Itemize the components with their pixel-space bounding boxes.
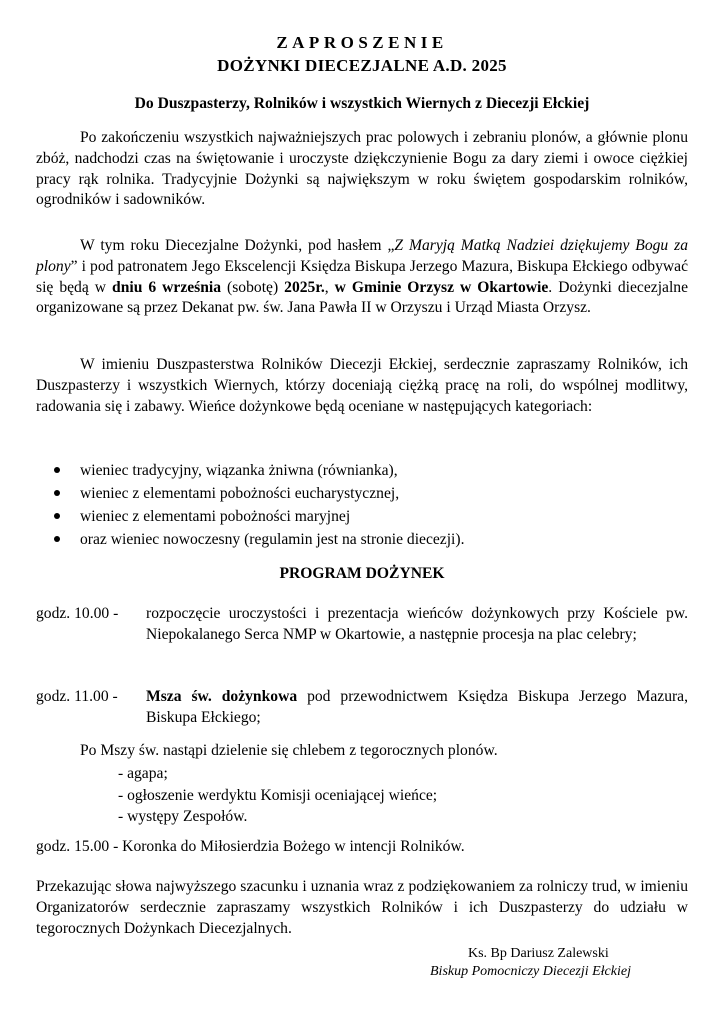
text-span: pod przewodnictwem Księdza Biskupa Jerzego Mazura, Biskupa Ełckiego;: [146, 688, 688, 726]
event-year: 2025r.: [284, 278, 325, 296]
text-span: ,: [324, 278, 335, 296]
list-item: [54, 528, 464, 551]
after-mass-list: [118, 763, 437, 828]
invitation-paragraph: W imieniu Duszpasterstwa Rolników Diecezji Ełckiej, serdecznie zapraszamy Rolników, ich Duszpasterzy i wszystkich Wiernych, którzy doceniają ciężką pracę na roli, do wspólnej modlitwy, radowania się i zabawy. Wieńce dożynkowe będą oceniane w następujących kategoriach:: [36, 356, 688, 415]
program-item-3: godz. 15.00 - Koronka do Miłosierdzia Bożego w intencji Rolników.: [36, 838, 465, 855]
motto-text: Z Maryją Matką Nadziei dziękujemy Bogu za plony: [36, 237, 689, 275]
list-item: - agapa;: [118, 765, 168, 782]
program-description: rozpoczęcie uroczystości i prezentacja wieńców dożynkowych przy Kościele pw. Niepokalanego Serca NMP w Okartowie, a następnie procesja na plac celebry;: [146, 605, 688, 643]
document-subtitle-event: DOŻYNKI DIECEZJALNE A.D. 2025: [217, 56, 507, 75]
text-span: (sobotę): [221, 278, 285, 296]
list-item: [54, 459, 464, 482]
program-description: [146, 686, 688, 728]
list-item-text: oraz wieniec nowoczesny (regulamin jest na stronie diecezji).: [80, 531, 465, 548]
list-item-text: wieniec z elementami pobożności eucharystycznej,: [80, 485, 400, 502]
wreath-categories-list: [54, 459, 464, 551]
list-item: - ogłoszenie werdyktu Komisji oceniającej wieńce;: [118, 786, 438, 804]
signature-role: Biskup Pomocniczy Diecezji Ełckiej: [430, 964, 631, 979]
program-heading: PROGRAM DOŻYNEK: [279, 565, 445, 582]
bullet-icon: [54, 467, 60, 473]
event-place: w Gminie Orzysz w Okartowie: [334, 278, 549, 296]
addressees-line: Do Duszpasterzy, Rolników i wszystkich Wiernych z Diecezji Ełckiej: [134, 95, 590, 112]
signature-name: Ks. Bp Dariusz Zalewski: [468, 946, 609, 961]
bullet-icon: [54, 536, 60, 542]
program-time: godz. 10.00 -: [36, 605, 119, 622]
text-span: W tym roku Diecezjalne Dożynki, pod hasłem „: [80, 237, 395, 254]
list-item: - występy Zespołów.: [118, 808, 248, 825]
closing-paragraph: Przekazując słowa najwyższego szacunku i uznania wraz z podziękowaniem za rolniczy trud, w imieniu Organizatorów serdecznie zapraszamy wszystkich Rolników i ich Duszpasterzy do udziału w tegorocznych Dożynkach Diecezjalnych.: [36, 878, 688, 937]
bullet-icon: [54, 490, 60, 496]
document-title: ZAPROSZENIE: [276, 33, 448, 52]
event-details-paragraph: [36, 236, 688, 319]
list-item-text: wieniec z elementami pobożności maryjnej: [80, 508, 351, 525]
program-time: godz. 11.00 -: [36, 688, 118, 705]
text-span: ” i pod patronatem Jego Ekscelencji Księdza Biskupa Jerzego Mazura, Biskupa Ełckiego odbywać się będą w: [36, 257, 688, 296]
list-item: [54, 505, 464, 528]
list-item: [54, 482, 464, 505]
mass-title: Msza św. dożynkowa: [146, 688, 298, 705]
bullet-icon: [54, 513, 60, 519]
intro-paragraph: Po zakończeniu wszystkich najważniejszych prac polowych i zebraniu plonów, a głównie plonu zbóż, nadchodzi czas na świętowanie i uroczyste dziękczynienie Bogu za dary ziemi i owoce ciężkiej pracy rąk rolnika. Tradycyjnie Dożynki są największym w roku świętem gospodarskim rolników, ogrodników i sadowników.: [36, 129, 688, 209]
event-date: dniu 6 września: [112, 278, 222, 296]
list-item-text: wieniec tradycyjny, wiązanka żniwna (równianka),: [80, 462, 398, 479]
after-mass-text: Po Mszy św. nastąpi dzielenie się chlebem z tegorocznych plonów.: [80, 742, 498, 759]
text-span: . Dożynki diecezjalne organizowane są przez Dekanat pw. św. Jana Pawła II w Orzyszu i Urząd Miasta Orzysz.: [36, 278, 689, 317]
